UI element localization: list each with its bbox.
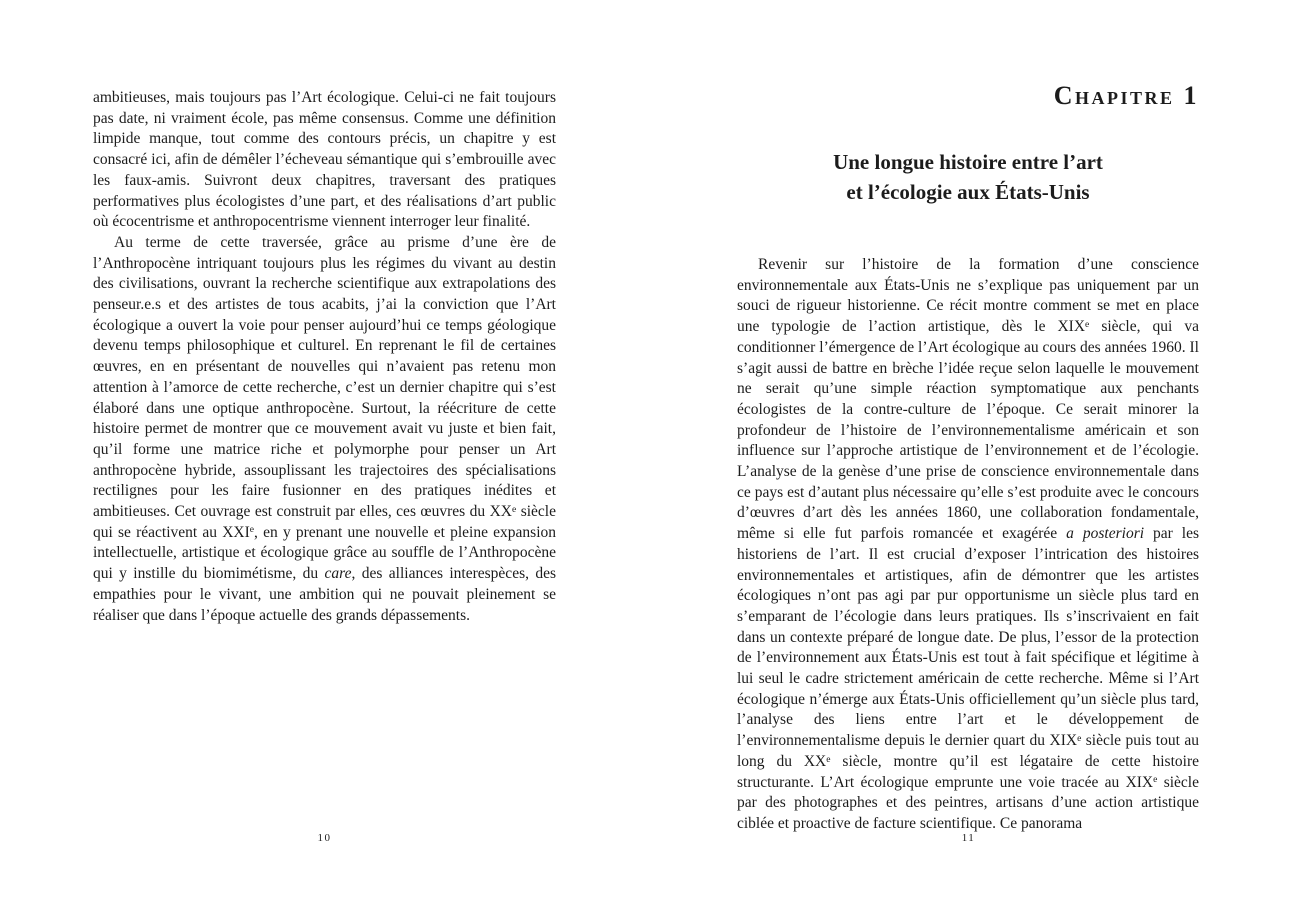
page-number-right: 11	[961, 832, 976, 844]
right-page	[737, 80, 1199, 835]
left-page-paragraph-2: Au terme de cette traversée, grâce au prisme d’une ère de l’Anthropocène intriquant toujours plus les régimes du vivant au destin des civilisations, ouvrant la recherche scientifique aux extrapolations des penseur.e.s et des artistes de tous acabits, j’ai la conviction que l’Art écologique a ouvert la voie pour penser aujourd’hui ce temps géologique devenu temps philosophique et culturel. En reprenant le fil de certaines œuvres, en en présentant de nouvelles qui n’avaient pas retenu mon attention à l’amorce de cette recherche, c’est un dernier chapitre qui s’est élaboré dans une optique anthropocène. Surtout, la réécriture de cette histoire permet de montrer que ce mouvement avait vu juste et bien fait, qu’il forme une matrice riche et polymorphe pour penser un Art anthropocène hybride, assouplissant les trajectoires des spécialisations rectilignes pour les faire fusionner en des pratiques inédites et ambitieuses. Cet ouvrage est construit par elles, ces œuvres du XXe siècle qui se réactivent au XXIe, en y prenant une nouvelle et pleine expansion intellectuelle, artistique et écologique grâce au souffle de l’Anthropocène qui y instille du biomimétisme, du care, des alliances interespèces, des empathies pour le vivant, une ambition qui ne pouvait pleinement se réaliser que dans l’époque actuelle des grands dépassements.	[93, 233, 557, 624]
chapter-title-line-2: et l’écologie aux États-Unis	[846, 180, 1090, 204]
chapter-title-line-1: Une longue histoire entre l’art	[833, 150, 1103, 174]
chapter-title	[737, 147, 1199, 207]
left-page	[93, 88, 556, 626]
page-number-left: 10	[317, 832, 332, 844]
right-page-text	[737, 255, 1199, 835]
right-page-paragraph-1: Revenir sur l’histoire de la formation d’une conscience environnementale aux États-Unis ne s’explique pas uniquement par un souci de rigueur historienne. Ce récit montre comment se met en place une typologie de l’action artistique, dès le XIXe siècle, qui va conditionner l’émergence de l’Art écologique au cours des années 1960. Il s’agit aussi de battre en brèche l’idée reçue selon laquelle le mouvement ne serait qu’une simple réaction symptomatique aux penchants écologistes de la contre-culture de l’époque. Ce serait minorer la profondeur de l’histoire de l’environnementalisme américain et son influence sur l’approche artistique de l’environnement et de l’écologie. L’analyse de la genèse d’une prise de conscience environnementale dans ce pays est d’autant plus nécessaire qu’elle s’est produite avec le concours d’œuvres d’art dès les années 1860, une collaboration fondamentale, même si elle fut parfois romancée et exagérée a posteriori par les historiens de l’art. Il est crucial d’exposer l’intrication des histoires environnementales et artistiques, afin de démontrer que les artistes écologiques n’ont pas agi par pur opportunisme un siècle plus tard en s’emparant de l’écologie dans leurs pratiques. Ils s’inscrivaient en fait dans un contexte préparé de longue date. De plus, l’essor de la protection de l’environnement aux États-Unis est tout à fait spécifique et légitime à lui seul le cadre strictement américain de cette recherche. Même si l’Art écologique n’émerge aux États-Unis officiellement qu’un siècle plus tard, l’analyse des liens entre l’art et le développement de l’environnementalisme depuis le dernier quart du XIXe siècle puis tout au long du XXe siècle, montre qu’il est légataire de cette histoire structurante. L’Art écologique emprunte une voie tracée au XIXe siècle par des photographes et des peintres, artisans d’une action artistique ciblée et proactive de facture scientifique. Ce panorama	[737, 256, 1199, 832]
left-page-paragraph-1: ambitieuses, mais toujours pas l’Art écologique. Celui-ci ne fait toujours pas date, ni vraiment école, pas même consensus. Comme une définition limpide manque, tout comme des contours précis, un chapitre y est consacré ici, afin de démêler l’écheveau sémantique qui s’embrouille avec les faux-amis. Suivront deux chapitres, traversant des pratiques performatives plus écologistes d’une part, et des réalisations d’art public où écocentrisme et anthropocentrisme viennent interroger leur finalité.	[93, 89, 556, 231]
chapter-heading: Chapitre 1	[1053, 81, 1199, 110]
